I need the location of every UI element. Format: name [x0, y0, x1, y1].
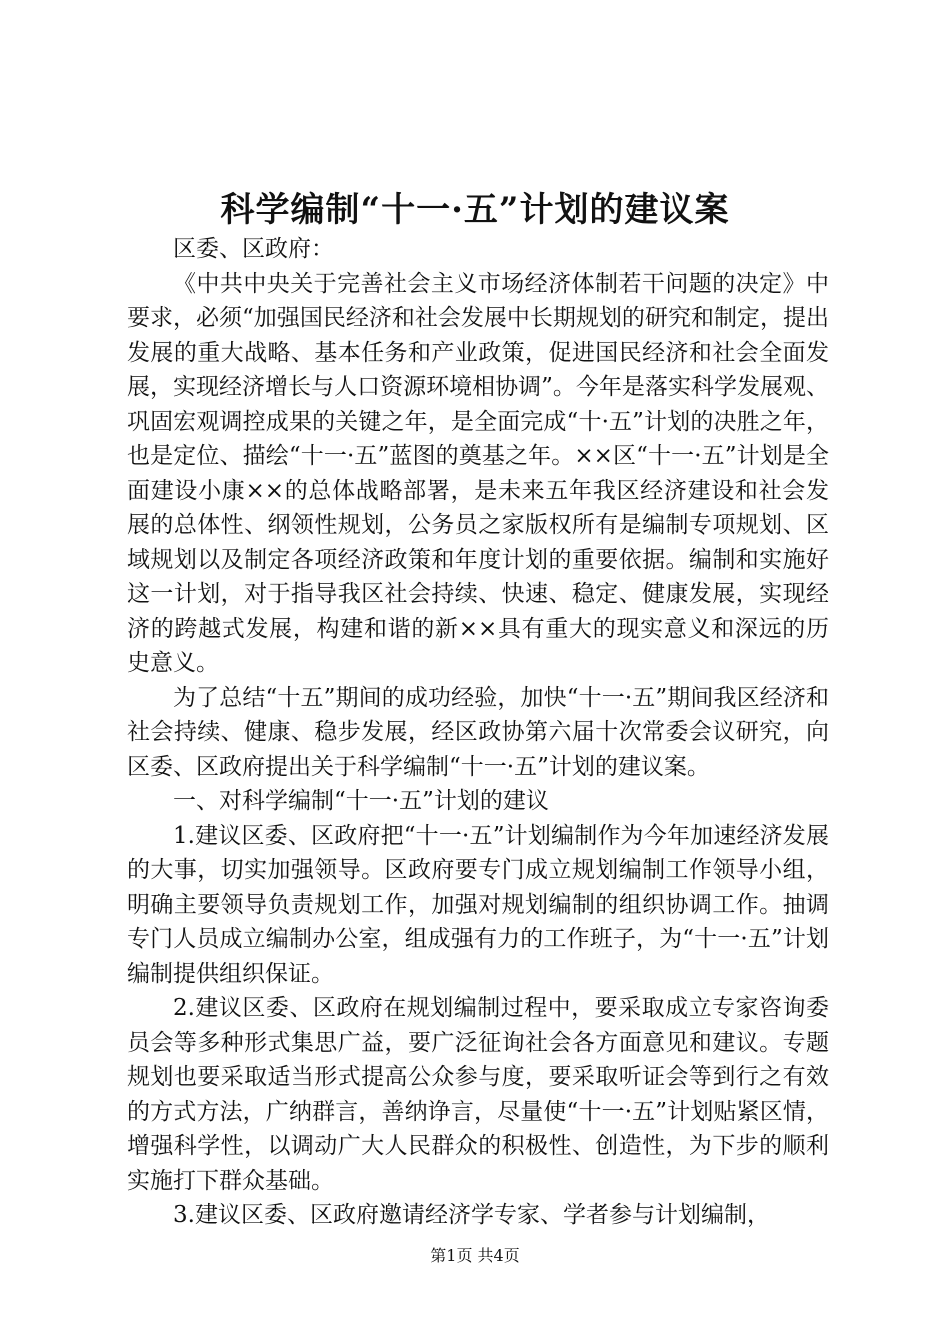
section-heading: 一、对科学编制“十一·五”计划的建议: [173, 788, 549, 814]
paragraph-1: 《中共中央关于完善社会主义市场经济体制若干问题的决定》中要求，必须“加强国民经济和社会发展中长期规划的研究和制定，提出发展的重大战略、基本任务和产业政策，促进国民经济和社会全面发展，实现经济增长与人口资源环境相协调”。今年是落实科学发展观、巩固宏观调控成果的关键之年，是全面完成“十·五”计划的决胜之年，也是定位、描绘“十一·五”蓝图的奠基之年。××区“十一·五”计划是全面建设小康××的总体战略部署，是未来五年我区经济建设和社会发展的总体性、纲领性规划，公务员之家版权所有是编制专项规划、区域规划以及制定各项经济政策和年度计划的重要依据。编制和实施好这一计划，对于指导我区社会持续、快速、稳定、健康发展，实现经济的跨越式发展，构建和谐的新××具有重大的现实意义和深远的历史意义。: [127, 270, 829, 676]
document-body: [127, 232, 829, 1233]
salutation: 区委、区政府：: [173, 236, 334, 262]
paragraph-item-3: 3.建议区委、区政府邀请经济学专家、学者参与计划编制，: [173, 1202, 770, 1228]
paragraph-2: 为了总结“十五”期间的成功经验，加快“十一·五”期间我区经济和社会持续、健康、稳步发展，经区政协第六届十次常委会议研究，向区委、区政府提出关于科学编制“十一·五”计划的建议案。: [127, 684, 829, 780]
document-title: 科学编制“十一·五”计划的建议案: [220, 190, 730, 230]
page-footer: 第1页 共4页: [430, 1246, 520, 1265]
paragraph-item-1: 1.建议区委、区政府把“十一·五”计划编制作为今年加速经济发展的大事，切实加强领导。区政府要专门成立规划编制工作领导小组，明确主要领导负责规划工作，加强对规划编制的组织协调工作。抽调专门人员成立编制办公室，组成强有力的工作班子，为“十一·五”计划编制提供组织保证。: [127, 822, 829, 987]
paragraph-item-2: 2.建议区委、区政府在规划编制过程中，要采取成立专家咨询委员会等多种形式集思广益，要广泛征询社会各方面意见和建议。专题规划也要采取适当形式提高公众参与度，要采取听证会等到行之有效的方式方法，广纳群言，善纳诤言，尽量使“十一·五”计划贴紧区情，增强科学性，以调动广大人民群众的积极性、创造性，为下步的顺利实施打下群众基础。: [127, 995, 829, 1194]
